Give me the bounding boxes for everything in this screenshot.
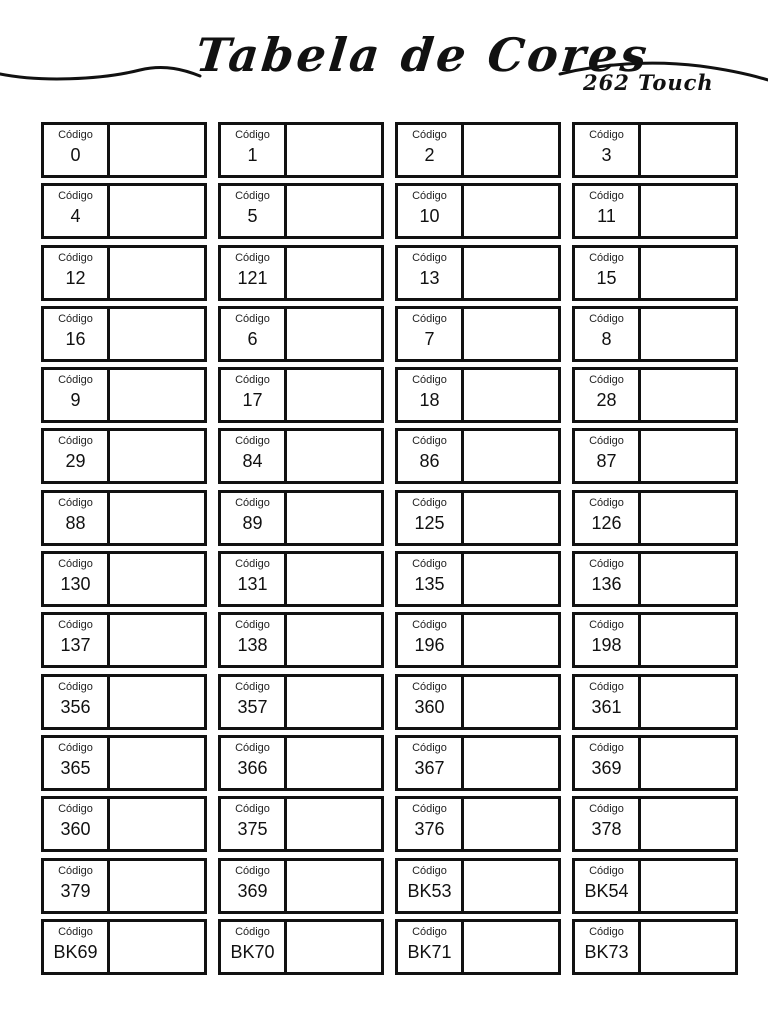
code-box (575, 861, 641, 911)
code-label: Código (589, 435, 624, 448)
code-box (575, 738, 641, 788)
color-cell (395, 674, 561, 730)
code-value: 8 (601, 328, 612, 349)
code-box (221, 431, 287, 481)
code-value: 369 (591, 757, 622, 778)
color-swatch-box[interactable] (641, 248, 735, 298)
color-cell (41, 245, 207, 301)
code-value: 1 (247, 145, 258, 165)
color-swatch-box[interactable] (110, 922, 204, 972)
code-value: 15 (596, 267, 617, 288)
code-value: 367 (414, 757, 445, 778)
code-label: Código (412, 496, 447, 509)
code-box (398, 493, 464, 543)
color-cell (395, 796, 561, 852)
code-box (44, 799, 110, 849)
color-cell (41, 367, 207, 423)
color-swatch-box[interactable] (641, 922, 735, 972)
color-cell (41, 183, 207, 239)
color-cell (572, 183, 738, 239)
color-swatch-box[interactable] (641, 125, 735, 175)
code-value: 125 (414, 512, 445, 533)
color-swatch-box[interactable] (110, 677, 204, 727)
code-label: Código (235, 435, 270, 448)
color-swatch-box[interactable] (110, 370, 204, 420)
code-value: 126 (591, 512, 622, 533)
code-box (221, 125, 287, 175)
code-value: 29 (65, 451, 86, 472)
code-value: 18 (419, 390, 440, 411)
code-label: Código (589, 619, 624, 632)
code-label: Código (58, 558, 93, 571)
code-label: Código (412, 435, 447, 448)
code-value: BK54 (584, 880, 629, 901)
color-swatch-box[interactable] (641, 554, 735, 604)
color-cell (41, 858, 207, 914)
code-value: 88 (65, 512, 86, 533)
code-box (44, 677, 110, 727)
color-swatch-box[interactable] (110, 248, 204, 298)
color-swatch-box[interactable] (464, 431, 558, 481)
code-label: Código (589, 925, 624, 938)
code-box (398, 125, 464, 175)
color-cell (572, 490, 738, 546)
code-box (575, 309, 641, 359)
code-label: Código (235, 374, 270, 387)
color-cell (218, 245, 384, 301)
code-label: Código (58, 190, 93, 203)
color-cell (218, 490, 384, 546)
color-cell (572, 367, 738, 423)
code-value: 375 (237, 819, 268, 840)
color-swatch-box[interactable] (110, 554, 204, 604)
code-value: 9 (70, 390, 81, 411)
code-label: Código (412, 803, 447, 816)
code-label: Código (58, 925, 93, 938)
code-box (44, 861, 110, 911)
color-cell (41, 796, 207, 852)
color-cell (41, 428, 207, 484)
color-cell (218, 612, 384, 668)
code-value: 84 (242, 451, 263, 472)
color-cell (572, 245, 738, 301)
code-value: 2 (424, 145, 435, 165)
color-swatch-box[interactable] (287, 922, 381, 972)
color-swatch-box[interactable] (464, 738, 558, 788)
color-cell (395, 183, 561, 239)
color-swatch-box[interactable] (464, 799, 558, 849)
page-title: Tabela de Cores (193, 28, 653, 82)
code-label: Código (589, 803, 624, 816)
code-label: Código (235, 803, 270, 816)
code-box (44, 370, 110, 420)
code-label: Código (412, 741, 447, 754)
code-box (398, 799, 464, 849)
code-box (398, 248, 464, 298)
code-box (44, 309, 110, 359)
code-box (221, 738, 287, 788)
code-box (398, 615, 464, 665)
code-box (44, 738, 110, 788)
color-cell (395, 735, 561, 791)
code-box (221, 554, 287, 604)
code-box (221, 186, 287, 236)
code-box (44, 922, 110, 972)
color-cell (218, 919, 384, 975)
color-cell (41, 551, 207, 607)
code-box (398, 370, 464, 420)
color-swatch-box[interactable] (287, 554, 381, 604)
code-box (221, 493, 287, 543)
color-swatch-box[interactable] (110, 431, 204, 481)
color-cell (572, 796, 738, 852)
code-box (44, 493, 110, 543)
code-box (575, 922, 641, 972)
code-value: BK53 (407, 880, 452, 901)
color-cell (395, 122, 561, 178)
code-label: Código (235, 129, 270, 141)
color-cell (572, 428, 738, 484)
color-swatch-box[interactable] (110, 186, 204, 236)
color-cell (395, 612, 561, 668)
color-swatch-box[interactable] (464, 125, 558, 175)
code-box (398, 309, 464, 359)
color-swatch-box[interactable] (110, 738, 204, 788)
code-label: Código (235, 619, 270, 632)
code-label: Código (58, 619, 93, 632)
code-label: Código (58, 251, 93, 264)
code-box (221, 309, 287, 359)
code-value: 131 (237, 574, 268, 595)
color-cell (572, 612, 738, 668)
color-swatch-box[interactable] (464, 248, 558, 298)
code-label: Código (235, 741, 270, 754)
color-swatch-box[interactable] (641, 799, 735, 849)
code-label: Código (589, 251, 624, 264)
code-box (44, 248, 110, 298)
color-cell (218, 674, 384, 730)
color-cell (41, 306, 207, 362)
code-value: 138 (237, 635, 268, 656)
code-value: 137 (60, 635, 91, 656)
code-value: 376 (414, 819, 445, 840)
code-box (44, 186, 110, 236)
code-label: Código (235, 558, 270, 571)
code-value: 361 (591, 696, 622, 717)
color-swatch-box[interactable] (464, 186, 558, 236)
color-swatch-box[interactable] (287, 125, 381, 175)
color-cell (218, 858, 384, 914)
code-box (398, 186, 464, 236)
code-value: 360 (414, 696, 445, 717)
code-value: 198 (591, 635, 622, 656)
color-swatch-box[interactable] (287, 493, 381, 543)
code-box (44, 554, 110, 604)
code-label: Código (589, 680, 624, 693)
color-cell (395, 367, 561, 423)
code-label: Código (58, 741, 93, 754)
code-box (398, 861, 464, 911)
color-swatch-box[interactable] (287, 799, 381, 849)
color-code-grid (41, 122, 738, 975)
code-label: Código (412, 129, 447, 141)
color-cell (572, 919, 738, 975)
code-label: Código (589, 190, 624, 203)
color-cell (218, 306, 384, 362)
code-value: BK73 (584, 941, 629, 962)
code-value: 0 (70, 145, 81, 165)
code-value: 369 (237, 880, 268, 901)
code-value: 121 (237, 267, 268, 288)
color-swatch-box[interactable] (287, 309, 381, 359)
code-label: Código (412, 925, 447, 938)
code-box (575, 370, 641, 420)
color-swatch-box[interactable] (641, 615, 735, 665)
color-swatch-box[interactable] (641, 370, 735, 420)
code-value: 356 (60, 696, 91, 717)
color-cell (41, 919, 207, 975)
color-swatch-box[interactable] (287, 738, 381, 788)
code-value: 87 (596, 451, 617, 472)
color-cell (218, 796, 384, 852)
color-cell (41, 490, 207, 546)
color-swatch-box[interactable] (641, 861, 735, 911)
color-swatch-box[interactable] (464, 615, 558, 665)
color-cell (572, 122, 738, 178)
code-value: 135 (414, 574, 445, 595)
color-cell (41, 122, 207, 178)
code-box (44, 125, 110, 175)
code-value: 3 (601, 145, 612, 165)
color-swatch-box[interactable] (641, 309, 735, 359)
color-swatch-box[interactable] (287, 431, 381, 481)
color-cell (395, 551, 561, 607)
code-value: 130 (60, 574, 91, 595)
color-cell (572, 551, 738, 607)
code-value: BK69 (53, 941, 98, 962)
color-cell (572, 674, 738, 730)
color-cell (572, 735, 738, 791)
code-value: 28 (596, 390, 617, 411)
code-label: Código (412, 680, 447, 693)
code-box (221, 922, 287, 972)
code-value: 7 (424, 328, 435, 349)
code-box (398, 738, 464, 788)
code-value: 357 (237, 696, 268, 717)
code-label: Código (58, 435, 93, 448)
code-box (221, 370, 287, 420)
code-label: Código (58, 496, 93, 509)
code-value: 366 (237, 757, 268, 778)
color-swatch-box[interactable] (287, 370, 381, 420)
code-label: Código (235, 680, 270, 693)
code-value: 360 (60, 819, 91, 840)
code-label: Código (235, 190, 270, 203)
color-swatch-box[interactable] (464, 677, 558, 727)
color-cell (41, 612, 207, 668)
code-value: 5 (247, 206, 258, 227)
color-swatch-box[interactable] (287, 861, 381, 911)
code-value: 11 (597, 206, 616, 227)
code-box (575, 677, 641, 727)
code-label: Código (589, 312, 624, 325)
color-swatch-box[interactable] (110, 861, 204, 911)
code-label: Código (412, 374, 447, 387)
code-label: Código (235, 251, 270, 264)
code-box (575, 554, 641, 604)
color-swatch-box[interactable] (287, 248, 381, 298)
code-value: 136 (591, 574, 622, 595)
code-label: Código (58, 129, 93, 141)
code-label: Código (589, 741, 624, 754)
code-value: 86 (419, 451, 440, 472)
code-value: 16 (65, 328, 86, 349)
code-box (221, 799, 287, 849)
code-box (575, 125, 641, 175)
code-value: 13 (419, 267, 440, 288)
code-label: Código (589, 864, 624, 877)
code-label: Código (58, 374, 93, 387)
code-value: BK70 (230, 941, 275, 962)
color-swatch-box[interactable] (641, 738, 735, 788)
code-box (575, 248, 641, 298)
code-box (221, 615, 287, 665)
color-swatch-box[interactable] (464, 554, 558, 604)
code-box (221, 861, 287, 911)
color-swatch-box[interactable] (464, 861, 558, 911)
code-label: Código (412, 251, 447, 264)
color-swatch-box[interactable] (110, 493, 204, 543)
color-swatch-box[interactable] (110, 125, 204, 175)
code-label: Código (412, 619, 447, 632)
color-swatch-box[interactable] (641, 493, 735, 543)
color-swatch-box[interactable] (464, 493, 558, 543)
color-swatch-box[interactable] (641, 186, 735, 236)
color-swatch-box[interactable] (287, 615, 381, 665)
color-swatch-box[interactable] (464, 922, 558, 972)
code-label: Código (412, 864, 447, 877)
color-cell (218, 428, 384, 484)
color-swatch-box[interactable] (464, 309, 558, 359)
code-box (575, 431, 641, 481)
code-label: Código (412, 190, 447, 203)
code-box (575, 615, 641, 665)
code-label: Código (589, 129, 624, 141)
code-value: 12 (65, 267, 86, 288)
code-label: Código (235, 312, 270, 325)
code-label: Código (58, 864, 93, 877)
code-label: Código (58, 803, 93, 816)
color-cell (218, 735, 384, 791)
code-label: Código (412, 558, 447, 571)
color-cell (218, 367, 384, 423)
page-subtitle: 262 Touch (583, 70, 714, 95)
color-cell (395, 490, 561, 546)
color-swatch-box[interactable] (287, 677, 381, 727)
color-cell (395, 858, 561, 914)
code-label: Código (235, 925, 270, 938)
color-swatch-box[interactable] (641, 431, 735, 481)
code-box (44, 431, 110, 481)
code-box (575, 799, 641, 849)
code-value: BK71 (407, 941, 452, 962)
code-box (575, 493, 641, 543)
color-swatch-box[interactable] (110, 309, 204, 359)
color-swatch-box[interactable] (641, 677, 735, 727)
color-cell (572, 858, 738, 914)
code-box (575, 186, 641, 236)
code-label: Código (235, 496, 270, 509)
code-value: 378 (591, 819, 622, 840)
color-cell (41, 735, 207, 791)
color-cell (395, 245, 561, 301)
color-cell (395, 306, 561, 362)
color-cell (218, 183, 384, 239)
code-label: Código (589, 496, 624, 509)
code-value: 365 (60, 757, 91, 778)
code-label: Código (589, 374, 624, 387)
color-swatch-box[interactable] (287, 186, 381, 236)
color-cell (395, 428, 561, 484)
code-box (398, 677, 464, 727)
code-box (398, 554, 464, 604)
code-label: Código (589, 558, 624, 571)
color-cell (41, 674, 207, 730)
code-box (398, 431, 464, 481)
code-label: Código (58, 312, 93, 325)
color-swatch-box[interactable] (110, 615, 204, 665)
code-label: Código (412, 312, 447, 325)
color-swatch-box[interactable] (110, 799, 204, 849)
code-box (221, 248, 287, 298)
color-cell (395, 919, 561, 975)
code-value: 196 (414, 635, 445, 656)
color-swatch-box[interactable] (464, 370, 558, 420)
code-value: 10 (419, 206, 440, 227)
code-value: 17 (242, 390, 263, 411)
code-box (398, 922, 464, 972)
color-cell (218, 551, 384, 607)
code-value: 89 (242, 512, 263, 533)
color-cell (218, 122, 384, 178)
code-value: 379 (60, 880, 91, 901)
code-label: Código (58, 680, 93, 693)
code-box (221, 677, 287, 727)
code-value: 4 (70, 206, 81, 227)
color-cell (572, 306, 738, 362)
page-header (0, 0, 768, 115)
code-box (44, 615, 110, 665)
code-label: Código (235, 864, 270, 877)
code-value: 6 (247, 328, 258, 349)
